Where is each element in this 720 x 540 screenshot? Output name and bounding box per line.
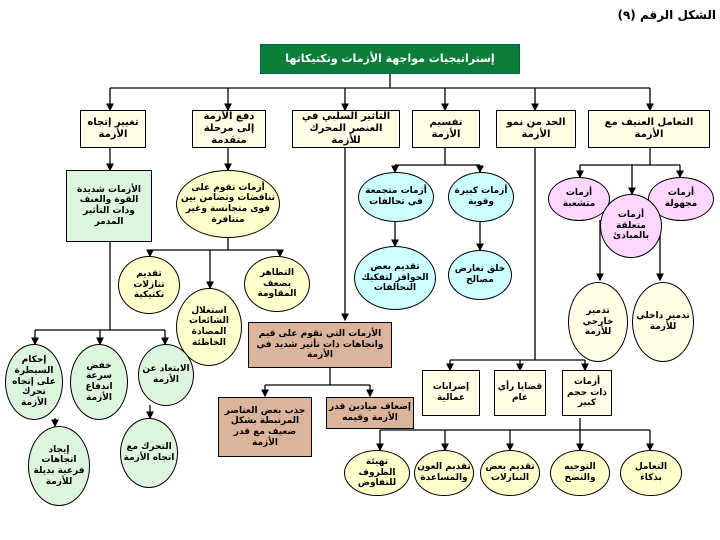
node-conflict-interests: خلق تعارض مصالح [448, 250, 512, 300]
node-reduce-speed: خفض سرعة اندفاع الأزمة [70, 344, 128, 420]
node-passive-effect: التأثير السلبي في العنصر المحرك للأزمة [292, 110, 400, 148]
figure-label: الشكل الرقم (٩) [617, 8, 716, 22]
node-tactical-concessions: تقديم تنازلات تكتيكية [118, 256, 180, 314]
node-exploit-rumors: استغلال الشائعات المضادة الخاطئة [176, 288, 242, 366]
node-prepare-negotiation: تهيئة الظروف للتفاوض [344, 450, 410, 496]
node-contradiction-crises: أزمات تقوم على تناقضات وتضامن بين قوى متجانسة وغير متنافرة [176, 170, 280, 238]
node-aid: تقديم العون والمساعدة [414, 450, 474, 496]
node-value-crises: الأزمات التي تقوم على قيم واتجاهات ذات تأثير شديد في الأزمة [248, 322, 392, 368]
node-weaken-field: إضعاف ميادين قدر الأزمة وقيمه [326, 397, 414, 429]
node-principle-crises: أزمات متعلقة بالمبادئ [600, 194, 662, 258]
node-big-crises: أزمات ذات حجم كبير [562, 370, 612, 416]
node-change-direction: تغيير إتجاه الأزمة [80, 110, 146, 148]
node-consistent-crises: أزمات متشعبة [548, 177, 610, 221]
node-distance: الابتعاد عن الأزمة [138, 344, 194, 406]
node-sub-directions: إيجاد اتجاهات فرعية بديلة للأزمة [28, 426, 90, 506]
node-public-opinion: قضايا رأي عام [494, 370, 546, 416]
node-violent-crises: الأزمات شديدة القوة والعنف وذات التأثير المدمر [66, 170, 152, 242]
node-external-destruction: تدمير خارجي للأزمة [568, 282, 628, 362]
node-alliance-crises: أزمات متجمعة في تحالفات [358, 172, 434, 222]
node-prevent-growth: الحد من نمو الأزمة [496, 110, 576, 148]
node-big-strong-crises: أزمات كبيرة وقوية [448, 172, 514, 222]
node-incentives: تقديم بعض الحوافز لتفكيك التحالفات [354, 246, 436, 310]
node-deal-smart: التعامل بذكاء [620, 450, 682, 496]
node-violent-deal: التعامل العنيف مع الأزمة [588, 110, 710, 148]
node-some-concessions: تقديم بعض التنازلات [480, 450, 540, 496]
node-grip-control: إحكام السيطرة على إتجاه تحرك الأزمة [5, 344, 63, 420]
node-move-with: التحرك مع اتجاه الأزمة [120, 418, 178, 488]
node-guidance: التوجيه والنصح [550, 450, 610, 496]
node-attract-elements: جذب بعض العناصر المرتبطة بشكل ضعيف مع قدر الأزمة [218, 397, 312, 457]
node-labor-strikes: إضرابات عمالية [422, 370, 480, 416]
diagram-title: إستراتيجيات مواجهة الأزمات وتكتيكاتها [260, 44, 520, 74]
node-push-forward: دفع الأزمة إلى مرحلة متقدمة [192, 110, 266, 148]
node-unknown-crises: أزمات مجهولة [648, 177, 714, 221]
node-split-crisis: تفسيم الأزمة [412, 110, 480, 148]
node-internal-destruction: تدمير داخلي للأزمة [632, 282, 694, 362]
node-pretend-weak: التظاهر بضعف المقاومة [244, 256, 310, 312]
